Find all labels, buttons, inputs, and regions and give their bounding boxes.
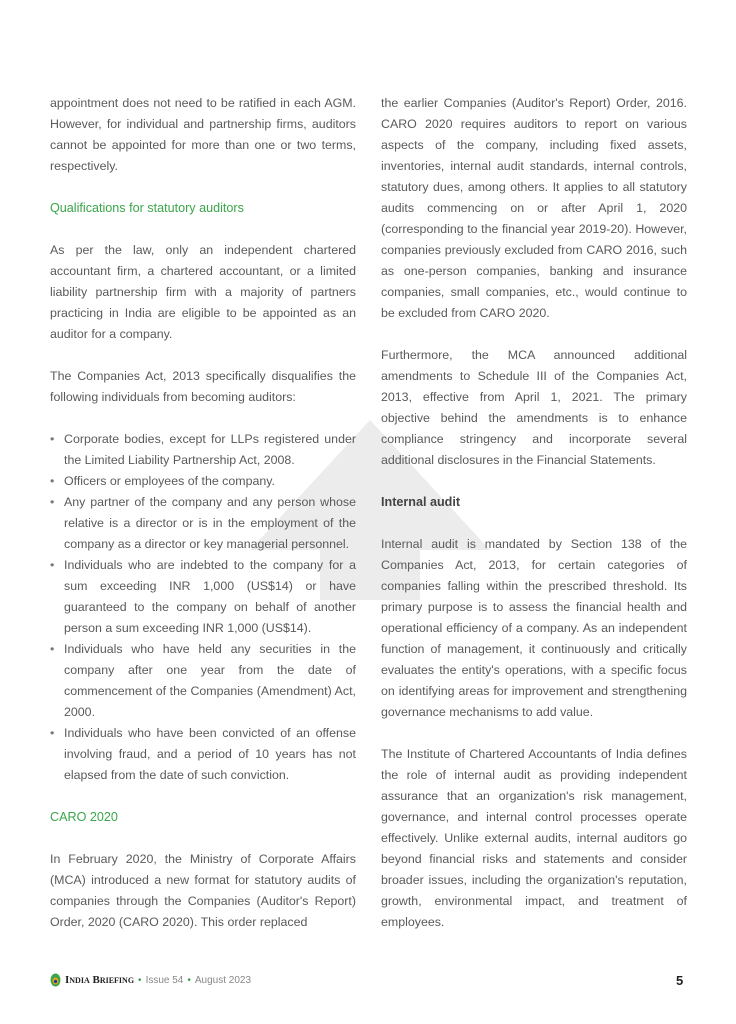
- list-item: • Individuals who have been convicted of an offense involving fraud, and a period of 10 years has not elapsed from the date of such conviction.: [50, 723, 356, 786]
- disqualification-list: [50, 429, 356, 786]
- issue-date: August 2023: [194, 974, 252, 986]
- separator: •: [138, 974, 142, 986]
- paragraph: The Institute of Chartered Accountants of India defines the role of internal audit as providing independent assurance that an organization's risk management, governance, and internal control processes operate effectively. Unlike external audits, internal auditors go beyond financial risks and statements and consider broader issues, including the organization's reputation, growth, environmental impact, and treatment of employees.: [381, 747, 687, 929]
- issue-number: Issue 54: [145, 974, 184, 986]
- section-heading-internal-audit: Internal audit: [381, 495, 461, 509]
- list-item: • Individuals who are indebted to the company for a sum exceeding INR 1,000 (US$14) or have guaranteed to the company on behalf of another person a sum exceeding INR 1,000 (US$14).: [50, 555, 356, 639]
- section-heading-caro: CARO 2020: [50, 810, 118, 824]
- paragraph: Furthermore, the MCA announced additional amendments to Schedule III of the Companies Act, 2013, effective from April 1, 2021. The primary objective behind the amendments is to enhance compliance stringency and incorporate several additional disclosures in the Financial Statements.: [381, 348, 687, 467]
- list-item: • Individuals who have held any securities in the company after one year from the date of commencement of the Companies (Amendment) Act, 2000.: [50, 639, 356, 723]
- paragraph: As per the law, only an independent chartered accountant firm, a chartered accountant, or a limited liability partnership firm with a majority of partners practicing in India are eligible to be appointed as an auditor for a company.: [50, 243, 356, 341]
- right-column: [381, 93, 687, 954]
- list-item: • Corporate bodies, except for LLPs registered under the Limited Liability Partnership Act, 2008.: [50, 429, 356, 471]
- page-number: 5: [676, 973, 684, 988]
- list-item: • Officers or employees of the company.: [50, 471, 356, 492]
- separator: •: [187, 974, 191, 986]
- footer: [50, 973, 251, 987]
- paragraph: The Companies Act, 2013 specifically disqualifies the following individuals from becoming auditors:: [50, 369, 356, 404]
- peacock-feather-logo-icon: [50, 973, 61, 987]
- paragraph: the earlier Companies (Auditor's Report) Order, 2016. CARO 2020 requires auditors to report on various aspects of the company, including fixed assets, inventories, internal audit standards, internal controls, statutory dues, among others. It applies to all statutory audits commencing on or after April 1, 2020 (corresponding to the financial year 2019-20). However, companies previously excluded from CARO 2016, such as one-person companies, banking and insurance companies, small companies, etc., would continue to be excluded from CARO 2020.: [381, 96, 687, 320]
- left-column: [50, 93, 356, 954]
- paragraph: In February 2020, the Ministry of Corporate Affairs (MCA) introduced a new format for statutory audits of companies through the Companies (Auditor's Report) Order, 2020 (CARO 2020). This order replaced: [50, 852, 356, 929]
- brand-name: India Briefing: [65, 974, 135, 986]
- paragraph: Internal audit is mandated by Section 138 of the Companies Act, 2013, for certain categories of companies falling within the prescribed threshold. Its primary purpose is to assess the financial health and operational efficiency of a company. As an independent function of management, it continuously and critically evaluates the entity's operations, with a specific focus on identifying areas for improvement and strengthening governance mechanisms to add value.: [381, 537, 687, 719]
- section-heading-qualifications: Qualifications for statutory auditors: [50, 201, 244, 215]
- paragraph: appointment does not need to be ratified in each AGM. However, for individual and partnership firms, auditors cannot be appointed for more than one or two terms, respectively.: [50, 96, 356, 173]
- list-item: • Any partner of the company and any person whose relative is a director or is in the employment of the company as a director or key managerial personnel.: [50, 492, 356, 555]
